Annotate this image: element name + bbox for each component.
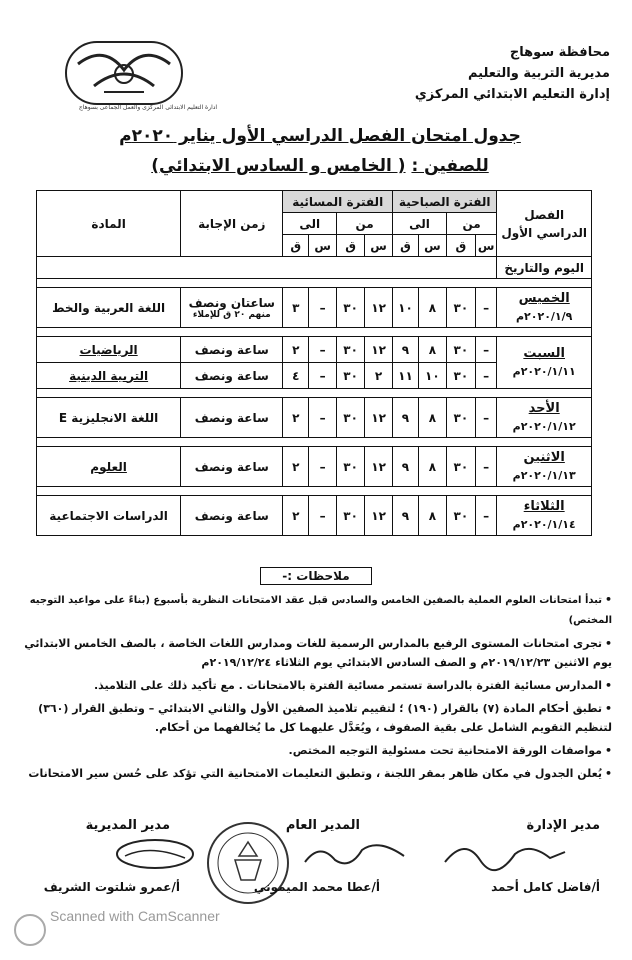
subject-cell: اللغة العربية والخط bbox=[37, 288, 181, 328]
list-item: •يُعلن الجدول في مكان ظاهر بمقر اللجنة ، وتطبق التعليمات الامتحانية التي تؤكد على حُسن سير الامتحانات bbox=[28, 767, 612, 780]
day-cell: السبت ٢٠٢٠/١/١١م bbox=[497, 337, 592, 389]
table-header-row bbox=[37, 191, 592, 213]
header-authority bbox=[415, 42, 610, 105]
unit-header: س bbox=[309, 235, 337, 257]
governorate-line: محافظة سوهاج bbox=[509, 45, 610, 60]
unit-header: ق bbox=[337, 235, 365, 257]
unit-header: ق bbox=[446, 235, 475, 257]
table-row: الثلاثاء ٢٠٢٠/١/١٤م – ٣٠ ٨ ٩ ١٢ ٣٠ – ٢ ساعة ونصف الدراسات الاجتماعية bbox=[37, 496, 592, 536]
exam-schedule-table bbox=[36, 190, 592, 536]
morning-to-header: الى bbox=[393, 213, 447, 235]
notes-list bbox=[12, 590, 612, 787]
day-cell: الأحد ٢٠٢٠/١/١٢م bbox=[497, 398, 592, 438]
page-title: جدول امتحان الفصل الدراسي الأول يناير ٢٠٢٠م bbox=[119, 126, 521, 146]
table-row: السبت ٢٠٢٠/١/١١م – ٣٠ ٨ ٩ ١٢ ٣٠ – ٢ ساعة ونصف الرياضيات bbox=[37, 337, 592, 363]
duration-cell: ساعة ونصف bbox=[181, 363, 283, 389]
admin-director-name: أ/فاضل كامل أحمد bbox=[491, 880, 600, 894]
duration-header: زمن الإجابة bbox=[181, 191, 283, 257]
directorate-line: مديرية التربية والتعليم bbox=[467, 66, 610, 81]
directorate-director-title: مدير المديرية bbox=[85, 818, 170, 833]
page-subtitle: للصفين : ( الخامس و السادس الابتدائي) bbox=[151, 156, 489, 176]
unit-header: ق bbox=[393, 235, 419, 257]
day-cell: الثلاثاء ٢٠٢٠/١/١٤م bbox=[497, 496, 592, 536]
evening-from-header: من bbox=[337, 213, 393, 235]
subject-header: المادة bbox=[37, 191, 181, 257]
duration-cell: ساعة ونصف bbox=[181, 398, 283, 438]
directorate-director-name: أ/عمرو شلتوت الشريف bbox=[43, 880, 180, 894]
evening-to-header: الى bbox=[283, 213, 337, 235]
admin-director-title: مدير الإدارة bbox=[526, 818, 600, 833]
table-row: الاثنين ٢٠٢٠/١/١٣م – ٣٠ ٨ ٩ ١٢ ٣٠ – ٢ ساعة ونصف العلوم bbox=[37, 447, 592, 487]
unit-header: س bbox=[365, 235, 393, 257]
morning-header: الفترة الصباحية bbox=[393, 191, 497, 213]
subject-cell: العلوم bbox=[37, 447, 181, 487]
notes-title: ملاحظات :- bbox=[260, 567, 372, 585]
duration-cell: ساعة ونصف bbox=[181, 447, 283, 487]
signature-mark bbox=[300, 836, 410, 872]
list-item: •مواصفات الورقة الامتحانية تحت مسئولية التوجيه المختص. bbox=[288, 744, 612, 757]
administration-line: إدارة التعليم الابتدائي المركزي bbox=[414, 87, 610, 102]
unit-header: ق bbox=[283, 235, 309, 257]
signature-names bbox=[30, 880, 610, 900]
signature-mark bbox=[110, 834, 200, 874]
scanner-watermark: Scanned with CamScanner bbox=[50, 908, 220, 924]
subject-cell: اللغة الانجليزية E bbox=[37, 398, 181, 438]
duration-cell: ساعة ونصف bbox=[181, 496, 283, 536]
subject-cell: التربية الدينية bbox=[37, 363, 181, 389]
table-row: – ٣٠ ١٠ ١١ ٢ ٣٠ – ٤ ساعة ونصف التربية الدينية bbox=[37, 363, 592, 389]
list-item: •المدارس مسائية الفترة بالدراسة تستمر مسائية الفترة بالامتحانات . مع تأكيد ذلك على التلاميذ. bbox=[93, 679, 612, 692]
day-date-header: اليوم والتاريخ bbox=[497, 257, 592, 279]
general-director-title: المدير العام bbox=[285, 818, 360, 833]
signature-mark bbox=[440, 832, 570, 872]
term-label: الفصل الدراسي الأول bbox=[501, 207, 587, 240]
unit-header: س bbox=[475, 235, 497, 257]
list-item: •تطبق أحكام المادة (٧) بالقرار (١٩٠) ؛ لتقييم تلاميذ الصفين الأول والثاني الابتدائي – وتطبق القرار (٣٦٠) لتنظيم التقويم الشامل على بقية الصفوف ، ويُعَدَّل عليهما كل ما يُخالفهما من أحكام. bbox=[38, 702, 612, 734]
camscanner-icon bbox=[14, 914, 46, 946]
duration-cell: ساعتان ونصف منهم ٢٠ ق للإملاء bbox=[181, 288, 283, 328]
list-item: •تبدأ امتحانات العلوم العملية بالصفين الخامس والسادس قبل عقد الامتحانات النظرية بأسبوع (بناءً على مواعيد التوجيه المختص) bbox=[29, 593, 612, 626]
evening-header: الفترة المسائية bbox=[283, 191, 393, 213]
administration-logo bbox=[64, 40, 184, 112]
day-cell: الخميس ٢٠٢٠/١/٩م bbox=[497, 288, 592, 328]
day-cell: الاثنين ٢٠٢٠/١/١٣م bbox=[497, 447, 592, 487]
table-row: الأحد ٢٠٢٠/١/١٢م – ٣٠ ٨ ٩ ١٢ ٣٠ – ٢ ساعة ونصف اللغة الانجليزية E bbox=[37, 398, 592, 438]
general-director-name: أ/عطا محمد الميموني bbox=[253, 880, 380, 894]
subject-cell: الدراسات الاجتماعية bbox=[37, 496, 181, 536]
duration-cell: ساعة ونصف bbox=[181, 337, 283, 363]
morning-from-header: من bbox=[446, 213, 497, 235]
list-item: •تجرى امتحانات المستوى الرفيع بالمدارس الرسمية للغات ومدارس اللغات الخاصة ، بالصف الخامس الابتدائي يوم الاثنين ٢٠١٩/١٢/٢٣م و الصف السادس الابتدائي يوم الثلاثاء ٢٠١٩/١٢/٢٤م bbox=[24, 637, 612, 669]
unit-header: س bbox=[418, 235, 446, 257]
logo-caption: ادارة التعليم الابتدائى المركزى والعمل الجماعى بسوهاج bbox=[78, 104, 218, 111]
term-header-cell bbox=[497, 191, 592, 257]
day-date-header-row bbox=[37, 257, 592, 279]
table-row: الخميس ٢٠٢٠/١/٩م – ٣٠ ٨ ١٠ ١٢ ٣٠ – ٣ ساعتان ونصف منهم ٢٠ ق للإملاء اللغة العربية والخط bbox=[37, 288, 592, 328]
subject-cell: الرياضيات bbox=[37, 337, 181, 363]
